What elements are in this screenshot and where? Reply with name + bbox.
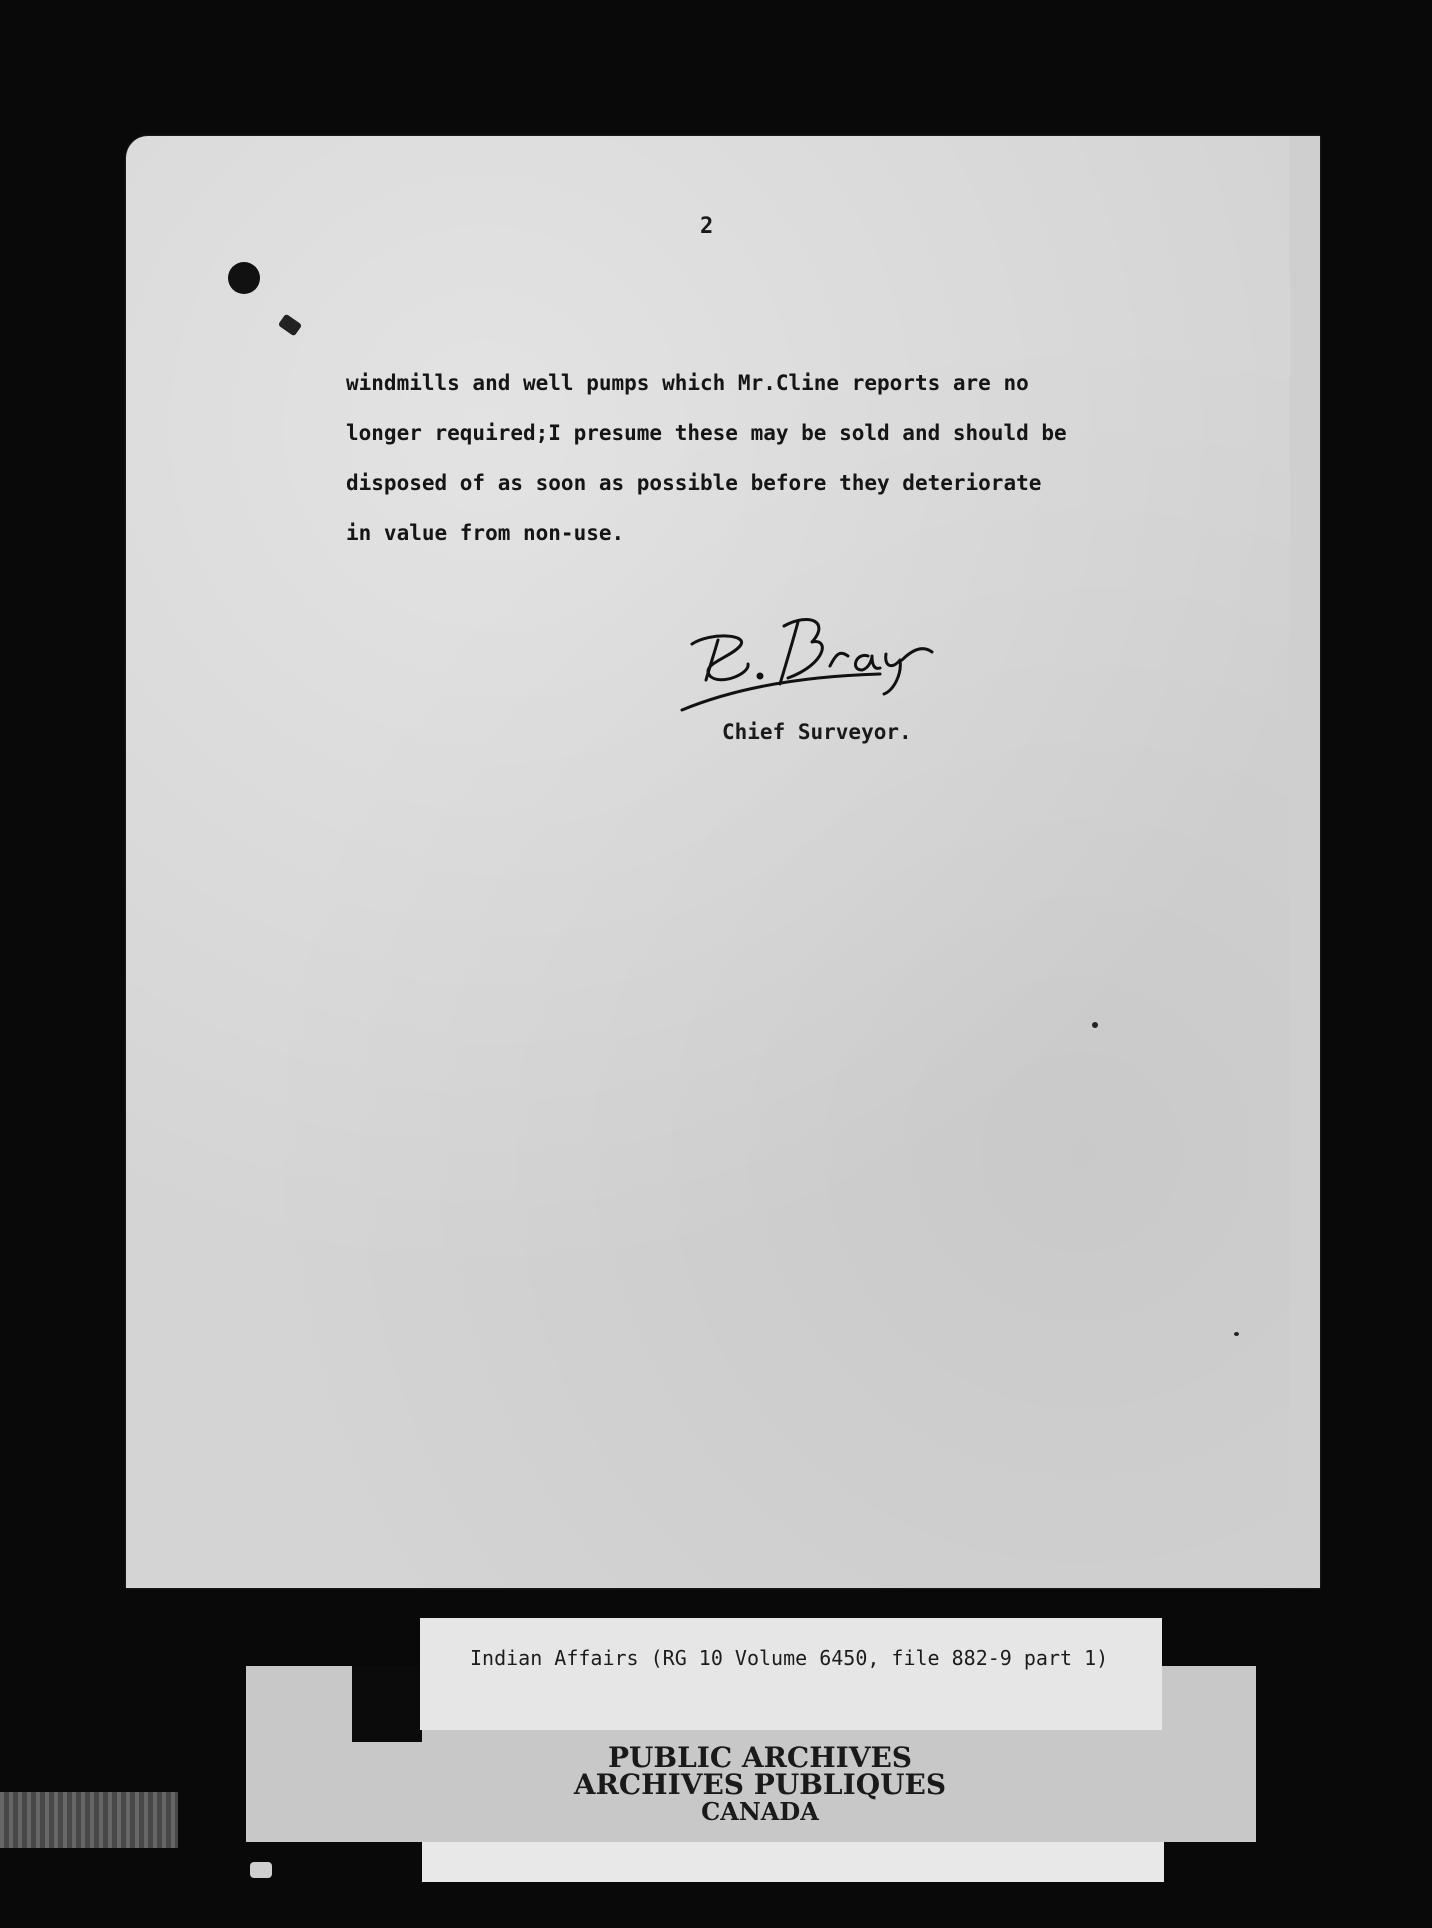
letter-line: in value from non-use. (346, 521, 625, 545)
citation-text: Indian Affairs (RG 10 Volume 6450, file 882-9 part 1) (470, 1646, 1109, 1670)
stamp-line: ARCHIVES PUBLIQUES (573, 1768, 947, 1801)
edge-mark (250, 1862, 272, 1878)
edge-smudge (0, 1792, 178, 1848)
stamp-line: PUBLIC ARCHIVES (607, 1741, 913, 1774)
punch-hole (228, 262, 260, 294)
paper-speck (1234, 1332, 1239, 1336)
letter-line: windmills and well pumps which Mr.Cline reports are no (346, 371, 1029, 395)
handwritten-signature (680, 604, 940, 714)
paper-speck (1092, 1022, 1098, 1028)
signer-title: Chief Surveyor. (722, 720, 912, 744)
paper-sheet (126, 136, 1320, 1588)
letter-line: disposed of as soon as possible before they deteriorate (346, 471, 1042, 495)
archive-stamp (520, 1741, 1000, 1826)
citation-label (420, 1618, 1162, 1730)
letter-body (346, 358, 1226, 558)
paper-edge (1290, 136, 1320, 1588)
page-number: 2 (700, 214, 714, 239)
label-notch (352, 1666, 422, 1742)
label-strip (422, 1842, 1164, 1882)
stamp-line: CANADA (701, 1797, 819, 1826)
letter-line: longer required;I presume these may be sold and should be (346, 421, 1067, 445)
